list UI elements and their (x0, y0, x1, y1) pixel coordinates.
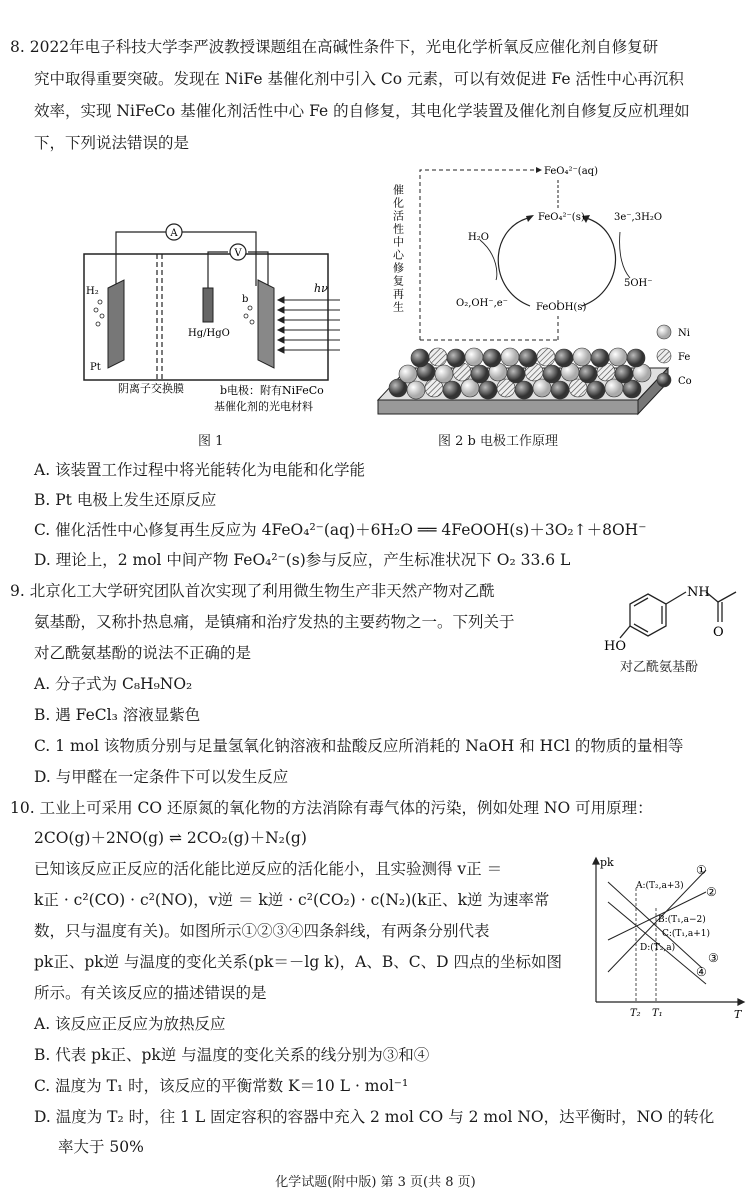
q8-stem-line-1: 8. 2022年电子科技大学李严波教授课题组在高碱性条件下，光电化学析氧反应催化剂自修复研 (10, 38, 659, 56)
reference-electrode (203, 288, 213, 322)
reference-label: Hg/HgO (188, 328, 230, 339)
legend-ni-icon (657, 325, 671, 339)
atom-layer (389, 348, 651, 399)
q8-figure-1 (78, 218, 348, 418)
q10-option-b: B. 代表 pk正、pk逆 与温度的变化关系的线分别为③和④ (34, 1046, 430, 1064)
ammeter-label: A (170, 228, 178, 239)
q8-option-a: A. 该装置工作过程中将光能转化为电能和化学能 (34, 461, 366, 479)
pk-temperature-graph (578, 852, 748, 1022)
electrode-b-desc-2: 基催化剂的光电材料 (214, 400, 313, 413)
legend-co-label: Co (678, 376, 692, 387)
graph-xlabel: T (734, 1008, 742, 1021)
q10-stem-line-1: 10. 工业上可采用 CO 还原氮的氧化物的方法消除有毒气体的污染，例如处理 NO 可用原理： (10, 799, 653, 817)
q10-stem-line-5: 数，只与温度有关)。如图所示①②③④四条斜线，有两条分别代表 (34, 922, 490, 940)
q10-equation: 2CO(g)＋2NO(g) ⇌ 2CO₂(g)＋N₂(g) (34, 829, 307, 847)
o2-label: O₂,OH⁻,e⁻ (456, 298, 508, 309)
q8-option-c: C. 催化活性中心修复再生反应为 4FeO₄²⁻(aq)＋6H₂O ══ 4FeOOH(s)＋3O₂↑＋8OH⁻ (34, 521, 647, 539)
hv-label: hν (314, 282, 328, 295)
legend-fe-icon (657, 349, 671, 363)
structure-o: O (713, 625, 724, 640)
b-electrode (258, 280, 274, 368)
graph-line-2: ② (706, 885, 717, 899)
graph-point-b: B:(T₁,a−2) (658, 915, 706, 925)
feo4-s-label: FeO₄²⁻(s) (538, 212, 585, 223)
graph-ylabel: pk (600, 856, 614, 869)
voltmeter-label: V (234, 248, 242, 259)
q9-option-d: D. 与甲醛在一定条件下可以发生反应 (34, 768, 289, 786)
graph-point-c: C:(T₁,a+1) (662, 929, 711, 939)
q10-stem-line-3: 已知该反应正反应的活化能比逆反应的活化能小，且实验测得 v正 ＝ (34, 860, 503, 878)
page-footer: 化学试题(附中版) 第 3 页(共 8 页) (275, 1175, 476, 1190)
legend-ni-label: Ni (678, 328, 690, 339)
q9-option-a: A. 分子式为 C₈H₉NO₂ (34, 675, 193, 693)
q8-stem-line-4: 下，下列说法错误的是 (34, 134, 190, 152)
q8-stem-line-3: 效率，实现 NiFeCo 基催化剂活性中心 Fe 的自修复，其电化学装置及催化剂自修复反应机理如 (34, 102, 690, 120)
graph-line-3: ③ (708, 951, 719, 965)
graph-point-d: D:(T₂,a) (640, 943, 676, 953)
pt-label: Pt (90, 362, 101, 373)
regen-vertical-text: 催化活性中心修复再生 (391, 184, 405, 314)
q10-stem-line-6: pk正、pk逆 与温度的变化关系(pk＝－lg k)，A、B、C、D 四点的坐标如图 (34, 953, 562, 971)
q10-stem-line-7: 所示。有关该反应的描述错误的是 (34, 984, 267, 1002)
q10-option-d-line-2: 率大于 50% (58, 1138, 144, 1156)
figure-2-caption: 图 2 b 电极工作原理 (438, 434, 558, 449)
q9-stem-line-2: 氨基酚，又称扑热息痛，是镇痛和治疗发热的主要药物之一。下列关于 (34, 613, 515, 631)
q10-option-a: A. 该反应正反应为放热反应 (34, 1015, 226, 1033)
graph-line-4: ④ (696, 965, 707, 979)
feo4-aq-label: FeO₄²⁻(aq) (544, 166, 598, 177)
graph-t2: T₂ (630, 1008, 641, 1019)
membrane-label: 阴离子交换膜 (118, 382, 184, 395)
structure-caption: 对乙酰氨基酚 (620, 660, 699, 675)
legend-co-icon (657, 373, 671, 387)
q8-stem-line-2: 究中取得重要突破。发现在 NiFe 基催化剂中引入 Co 元素，可以有效促进 Fe 活性中心再沉积 (34, 70, 684, 88)
right-bottom-label: 5OH⁻ (624, 278, 653, 289)
h2-label: H₂ (86, 286, 99, 297)
graph-t1: T₁ (652, 1008, 663, 1019)
graph-line-1: ① (696, 863, 707, 877)
structure-ho: HO (604, 639, 626, 654)
electrode-b-desc-1: b电极：附有NiFeCo (220, 384, 324, 397)
structure-nh: NH (687, 585, 710, 600)
pt-electrode (108, 280, 124, 368)
graph-point-a: A:(T₂,a+3) (636, 881, 684, 891)
q10-option-c: C. 温度为 T₁ 时，该反应的平衡常数 K＝10 L · mol⁻¹ (34, 1077, 409, 1095)
figure-1-caption: 图 1 (198, 434, 224, 449)
q9-option-c: C. 1 mol 该物质分别与足量氢氧化钠溶液和盐酸反应所消耗的 NaOH 和 HCl 的物质的量相等 (34, 737, 684, 755)
q9-stem-line-1: 9. 北京化工大学研究团队首次实现了利用微生物生产非天然产物对乙酰 (10, 582, 495, 600)
right-top-label: 3e⁻,3H₂O (614, 212, 663, 223)
legend-fe-label: Fe (678, 352, 691, 363)
q10-option-d-line-1: D. 温度为 T₂ 时，往 1 L 固定容积的容器中充入 2 mol CO 与 2 mol NO，达平衡时，NO 的转化 (34, 1108, 715, 1126)
feooh-label: FeOOH(s) (536, 302, 587, 313)
h2o-label: H₂O (468, 232, 489, 243)
b-label: b (242, 294, 249, 305)
q8-option-d: D. 理论上，2 mol 中间产物 FeO₄²⁻(s)参与反应，产生标准状况下 O₂ 33.6 L (34, 551, 571, 569)
q8-figure-2 (368, 160, 698, 425)
q9-stem-line-3: 对乙酰氨基酚的说法不正确的是 (34, 644, 252, 662)
q9-option-b: B. 遇 FeCl₃ 溶液显紫色 (34, 706, 201, 724)
q10-stem-line-4: k正 · c²(CO) · c²(NO)，v逆 ＝ k逆 · c²(CO₂) · c(N₂)(k正、k逆 为速率常 (34, 891, 550, 909)
q8-option-b: B. Pt 电极上发生还原反应 (34, 491, 217, 509)
